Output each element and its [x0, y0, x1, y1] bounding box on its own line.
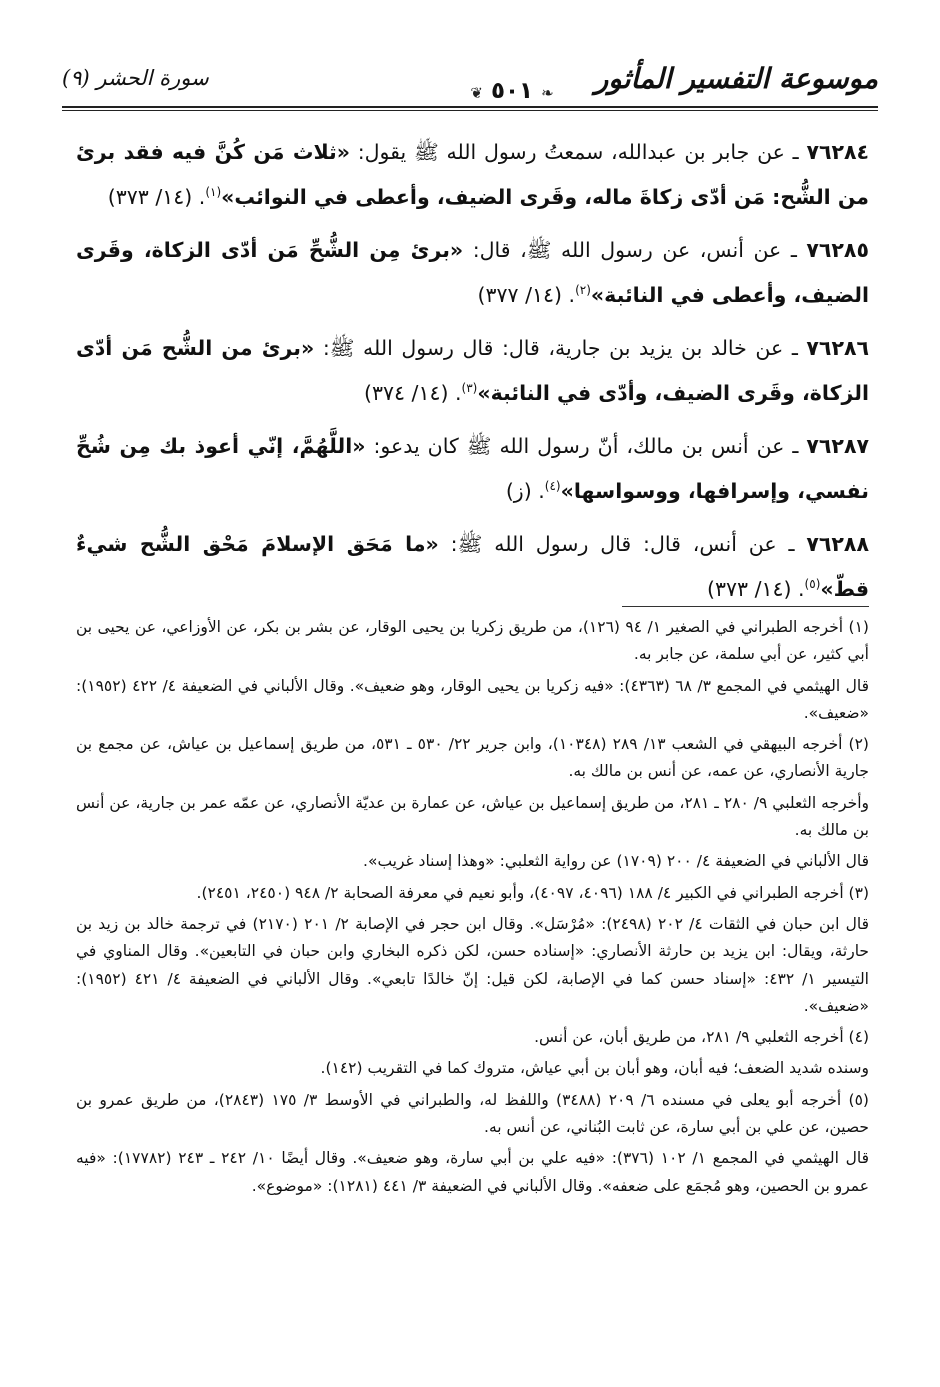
footnote: قال ابن حبان في الثقات ٤/ ٢٠٢ (٢٤٩٨): «مُرْسَل». وقال ابن حجر في الإصابة ٢/ ٢٠١ (٢١٧٠) في ترجمة خالد بن زيد بن حارثة، ويقال: ابن يزيد بن حارثة الأنصاري: «إسناده حسن، لكن ذكره البخاري وابن حبان في التابعين». وقال المناوي في التيسير ١/ ٤٣٢: «إسناد حسن كما في الإصابة، لكن قيل: إنّ خالدًا تابعي». وقال الألباني في الضعيفة ٤/ ٤٢١ (١٩٥٢): «ضعيف». — [76, 914, 870, 1015]
entry-reference: . (١٤/ ٣٧٣) — [707, 577, 805, 601]
footnote-marker[interactable]: (٥) — [804, 577, 821, 592]
surah-label: سورة الحشر (٩) — [62, 66, 209, 90]
entry-reference: . (١٤/ ٣٧٤) — [363, 381, 462, 405]
footnotes — [76, 614, 869, 1204]
hadith-entry — [76, 326, 869, 416]
footnote-marker[interactable]: (١) — [205, 185, 222, 200]
entry-quote: «برئ مِن الشُّحِّ مَن أدّى الزكاة، وقَرى الضيف، وأعطى في النائبة» — [76, 238, 869, 307]
footnote: (٥) أخرجه أبو يعلى في مسنده ٦/ ٢٠٩ (٣٤٨٨) واللفظ له، والطبراني في الأوسط ٣/ ١٧٥ (٢٨٤٣)، من طريق عمرو بن حصين، عن علي بن أبي سارة، عن ثابت البُناني، عن أنس به. — [76, 1090, 869, 1137]
footnote: (٤) أخرجه الثعلبي ٩/ ٢٨١، من طريق أبان، عن أنس. — [534, 1028, 869, 1047]
hadith-entry — [76, 424, 869, 514]
footnote: قال الألباني في الضعيفة ٤/ ٢٠٠ (١٧٠٩) عن رواية الثعلبي: «وهذا إسناد غريب». — [363, 852, 869, 871]
page-header — [62, 62, 878, 106]
entry-quote: «اللَّهُمَّ، إنّي أعوذ بك مِن شُحِّ نفسي، وإسرافها، ووسواسها» — [76, 434, 869, 503]
entry-number: ٧٦٢٨٤ — [806, 140, 869, 164]
book-title: موسوعة التفسير المأثور — [594, 62, 878, 95]
footnote-marker[interactable]: (٤) — [544, 479, 561, 494]
entry-number: ٧٦٢٨٨ — [806, 532, 869, 556]
entry-intro: ـ عن أنس بن مالك، أنّ رسول الله ﷺ كان يدعو: — [373, 434, 799, 458]
entry-reference: . (١٤/ ٣٧٧) — [477, 283, 576, 307]
ornament-left-icon: ❦ — [470, 84, 483, 102]
footnote: (١) أخرجه الطبراني في الصغير ١/ ٩٤ (١٢٦)، من طريق زكريا بن يحيى الوقار، عن بشر بن بكر، عن الأوزاعي، عن يحيى بن أبي كثير، عن أبي سلمة، عن جابر به. — [76, 618, 869, 664]
footnote: قال الهيثمي في المجمع ١/ ١٠٢ (٣٧٦): «فيه علي بن أبي سارة، وهو ضعيف». وقال أيضًا ١٠/ ٢٤٢ ـ ٢٤٣ (١٧٧٨٢): «فيه عمرو بن الحصين، وهو مُجمَع على ضعفه». وقال الألباني في الضعيفة ٣/ ٤٤١ (١٢٨١): «موضوع». — [76, 1149, 869, 1195]
entry-intro: ـ عن أنس، عن رسول الله ﷺ، قال: — [472, 238, 797, 262]
footnote: (٣) أخرجه الطبراني في الكبير ٤/ ١٨٨ (٤٠٩٦، ٤٠٩٧)، وأبو نعيم في معرفة الصحابة ٢/ ٩٤٨ (٢٤٥٠، ٢٤٥١). — [196, 883, 869, 902]
entry-reference: . (ز) — [505, 479, 545, 503]
footnote: قال الهيثمي في المجمع ٣/ ٦٨ (٤٣٦٣): «فيه زكريا بن يحيى الوقار، وهو ضعيف». وقال الألباني في الضعيفة ٤/ ٤٢٢ (١٩٥٢): «ضعيف». — [76, 676, 869, 722]
page-number-block — [402, 78, 622, 104]
footnote-marker[interactable]: (٢) — [575, 283, 591, 298]
entry-reference: . (١٤/ ٣٧٣) — [107, 185, 206, 209]
entry-intro: ـ عن خالد بن يزيد بن جارية، قال: قال رسول الله ﷺ: — [322, 336, 798, 360]
entry-number: ٧٦٢٨٧ — [806, 434, 869, 458]
ornament-right-icon: ❧ — [541, 84, 554, 102]
hadith-entry — [76, 228, 869, 318]
entry-intro: ـ عن أنس، قال: قال رسول الله ﷺ: — [450, 532, 795, 556]
hadith-entry — [76, 130, 869, 220]
entry-number: ٧٦٢٨٥ — [806, 238, 869, 262]
footnote: (٢) أخرجه البيهقي في الشعب ١٣/ ٢٨٩ (١٠٣٤٨)، وابن جرير ٢٢/ ٥٣٠ ـ ٥٣١، من طريق إسماعيل بن عياش، عن مجمع بن جارية الأنصاري، عن عمه، عن أنس بن مالك به. — [76, 735, 869, 781]
entry-quote: «برئ من الشُّح مَن أدّى الزكاة، وقَرى الضيف، وأدّى في النائبة» — [76, 336, 869, 405]
entry-quote: «ما مَحَق الإسلامَ مَحْق الشُّح شيءٌ قطّ» — [76, 532, 869, 601]
page-number: ٥٠١ — [490, 78, 534, 104]
hadith-entry — [76, 522, 869, 612]
footnote-marker[interactable]: (٣) — [461, 381, 478, 396]
entry-number: ٧٦٢٨٦ — [806, 336, 869, 360]
header-rule-thin — [62, 110, 878, 111]
footnote: وسنده شديد الضعف؛ فيه أبان، وهو أبان بن أبي عياش، متروك كما في التقريب (١٤٢). — [320, 1059, 869, 1078]
footnote: وأخرجه الثعلبي ٩/ ٢٨٠ ـ ٢٨١، من طريق إسماعيل بن عياش، عن عمارة بن عديّة الأنصاري، عن عمّه عمر بن جارية، عن أنس بن مالك به. — [76, 793, 870, 840]
header-rule — [62, 106, 878, 108]
footnote-separator — [622, 606, 869, 607]
entry-quote: «ثلاث مَن كُنَّ فيه فقد برئ من الشُّح: مَن أدّى زكاةَ ماله، وقَرى الضيف، وأعطى في النوائب» — [76, 140, 869, 209]
main-text — [76, 130, 869, 620]
entry-intro: ـ عن جابر بن عبدالله، سمعتُ رسول الله ﷺ يقول: — [357, 140, 799, 164]
